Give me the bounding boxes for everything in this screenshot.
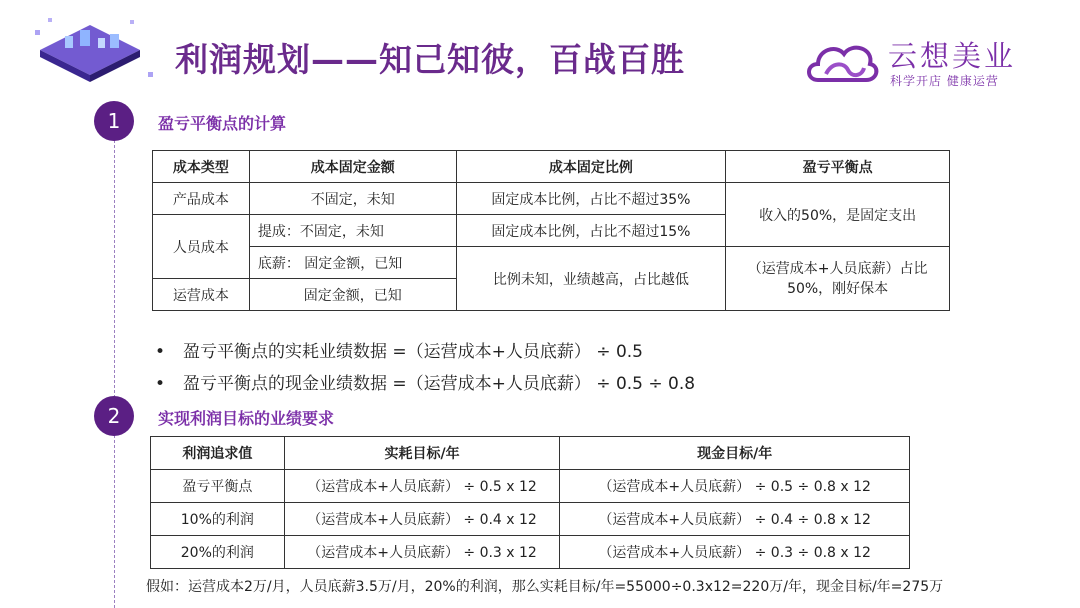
table-cell: 固定金额，已知 [249,279,456,311]
table-cell: 盈亏平衡点 [151,470,285,503]
table-cell: 固定成本比例，占比不超过15% [456,215,726,247]
formula-text: 盈亏平衡点的实耗业绩数据 =（运营成本+人员底薪） ÷ 0.5 [183,342,643,362]
table-header-row [151,437,910,470]
brand-name: 云想美业 [888,39,1017,73]
table-cell: 比例未知，业绩越高，占比越低 [456,247,726,311]
table-header: 现金目标/年 [560,437,910,470]
table-cell: 运营成本 [153,279,250,311]
formula-text: 盈亏平衡点的现金业绩数据 =（运营成本+人员底薪） ÷ 0.5 ÷ 0.8 [183,374,696,394]
section-title-2: 实现利润目标的业绩要求 [158,409,335,428]
timeline-line [114,140,115,608]
section-title-1: 盈亏平衡点的计算 [158,114,287,133]
bullet-icon: • [155,342,166,362]
formula-list [155,336,695,400]
table-row [151,536,910,569]
example-footnote: 假如：运营成本2万/月，人员底薪3.5万/月，20%的利润，那么实耗目标/年=55000÷0.3x12=220万/年，现金目标/年=275万 [146,579,944,595]
decorative-illustration [30,10,160,90]
list-item [155,368,695,400]
table-cell: （运营成本+人员底薪）占比50%，刚好保本 [726,247,950,311]
table-cell: （运营成本+人员底薪） ÷ 0.3 x 12 [284,536,560,569]
table-cell: （运营成本+人员底薪） ÷ 0.5 x 12 [284,470,560,503]
table-header: 成本类型 [153,151,250,183]
table-cell: 固定成本比例，占比不超过35% [456,183,726,215]
table-header: 盈亏平衡点 [726,151,950,183]
table-row [151,470,910,503]
table-cell: （运营成本+人员底薪） ÷ 0.5 ÷ 0.8 x 12 [560,470,910,503]
table-cell: （运营成本+人员底薪） ÷ 0.4 x 12 [284,503,560,536]
section-number-2: 2 [94,396,134,436]
table-row [153,247,950,279]
cloud-logo-icon [804,36,880,88]
table-row [153,183,950,215]
table-header: 成本固定金额 [249,151,456,183]
section-number-1: 1 [94,101,134,141]
table-cell: 产品成本 [153,183,250,215]
table-header: 成本固定比例 [456,151,726,183]
table-cell: 提成：不固定，未知 [249,215,456,247]
table-cell: （运营成本+人员底薪） ÷ 0.3 ÷ 0.8 x 12 [560,536,910,569]
table-cell: 底薪： 固定金额，已知 [249,247,456,279]
table-header: 实耗目标/年 [284,437,560,470]
breakeven-table [152,150,950,311]
page-title: 利润规划——知己知彼，百战百胜 [175,40,685,79]
brand-slogan: 科学开店 健康运营 [890,74,999,88]
table-cell: 不固定，未知 [249,183,456,215]
list-item [155,336,695,368]
bullet-icon: • [155,374,166,394]
table-cell: （运营成本+人员底薪） ÷ 0.4 ÷ 0.8 x 12 [560,503,910,536]
brand-logo [804,34,1034,92]
table-cell: 收入的50%，是固定支出 [726,183,950,247]
table-cell: 20%的利润 [151,536,285,569]
table-header-row [153,151,950,183]
table-row [151,503,910,536]
table-cell: 人员成本 [153,215,250,279]
table-cell: 10%的利润 [151,503,285,536]
table-header: 利润追求值 [151,437,285,470]
profit-target-table [150,436,910,569]
